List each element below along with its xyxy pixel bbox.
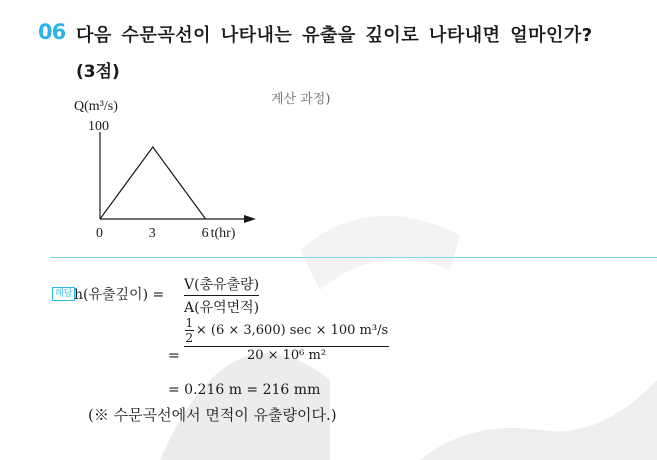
half-fraction xyxy=(185,316,194,345)
y-tick-label: 100 xyxy=(88,119,109,134)
fraction-numerator: V(총유출량) xyxy=(184,277,260,293)
computation-denominator: 20 × 10⁶ m² xyxy=(246,348,327,363)
answer-note: (※ 수문곡선에서 면적이 유출량이다.) xyxy=(88,406,337,424)
x-tick-label: 0 xyxy=(96,226,103,241)
answer-badge: 해답 xyxy=(52,287,75,301)
result-line: = 0.216 m = 216 mm xyxy=(168,382,321,398)
x-axis-label: t(hr) xyxy=(210,226,236,241)
x-tick-label: 3 xyxy=(148,226,156,241)
question-points: (3점) xyxy=(76,62,120,82)
computation-numerator: × (6 × 3,600) sec × 100 m³/s xyxy=(195,323,389,338)
hydrograph-line xyxy=(100,147,206,219)
equals-sign: = xyxy=(152,287,165,303)
half-denominator: 2 xyxy=(185,331,194,345)
x-axis-arrowhead xyxy=(244,215,256,223)
section-divider xyxy=(50,257,657,258)
y-axis-label: Q(m³/s) xyxy=(74,99,118,114)
fraction-volume-over-area xyxy=(184,274,259,317)
hydrograph-chart xyxy=(60,88,280,248)
answer-lhs-label: h(유출깊이) xyxy=(74,287,149,303)
calc-process-label: 계산 과정) xyxy=(271,92,331,107)
fraction-denominator: A(유역면적) xyxy=(184,300,260,316)
half-numerator: 1 xyxy=(185,316,194,330)
answer-lhs xyxy=(74,284,164,304)
question-number: 06 xyxy=(38,20,66,44)
question-text: 다음 수문곡선이 나타내는 유출을 깊이로 나타내면 얼마인가? xyxy=(76,25,593,46)
equals-sign-2: = xyxy=(168,348,180,364)
fraction-computation xyxy=(184,316,389,363)
x-tick-label: 6 xyxy=(201,226,209,241)
